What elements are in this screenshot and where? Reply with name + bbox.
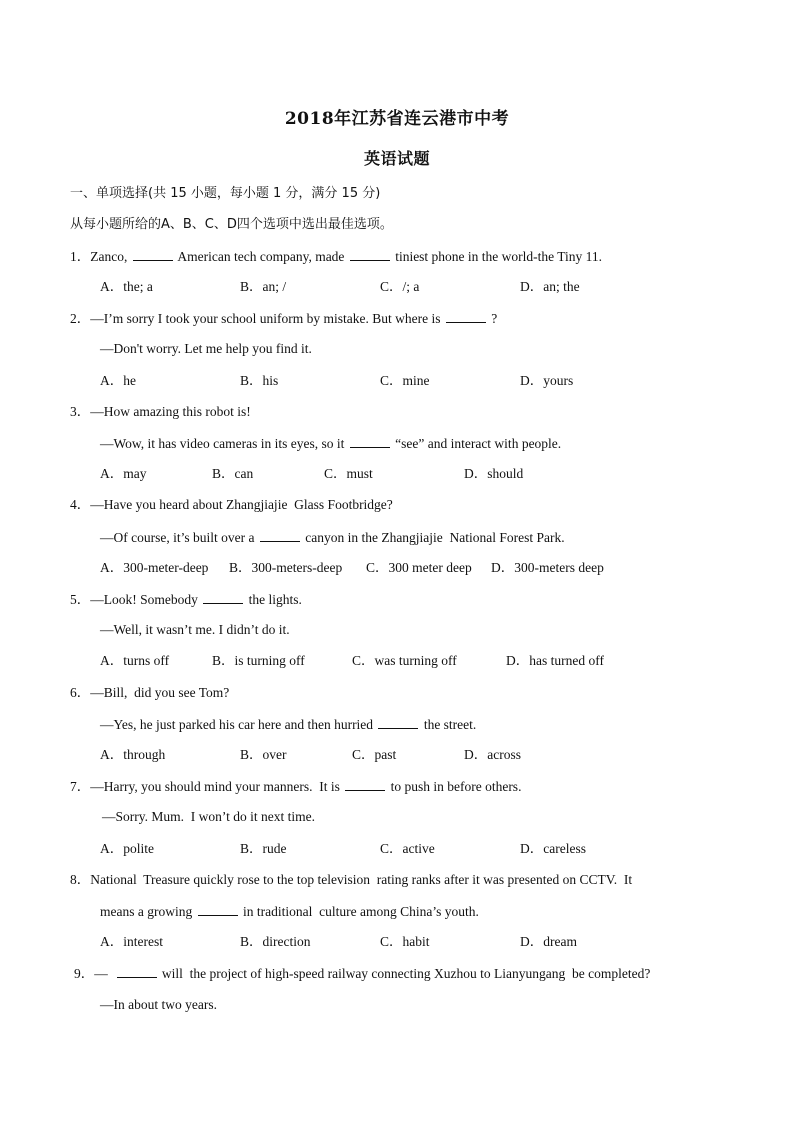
question-reply: —Well, it wasn’t me. I didn’t do it. bbox=[100, 622, 290, 637]
answer-blank bbox=[345, 778, 385, 791]
option-d: D．across bbox=[464, 747, 521, 762]
question-text: in traditional culture among China’s youth. bbox=[242, 904, 479, 919]
option-a: A．polite bbox=[100, 841, 154, 856]
question-number: 5． bbox=[70, 592, 91, 607]
answer-blank bbox=[117, 965, 157, 978]
question-reply: —Don't worry. Let me help you find it. bbox=[100, 341, 312, 356]
reply-text: —Wow, it has video cameras in its eyes, so it bbox=[100, 436, 345, 451]
question-reply: —In about two years. bbox=[100, 997, 217, 1012]
option-c: C．habit bbox=[380, 934, 430, 949]
question-number: 9． bbox=[74, 966, 95, 981]
question-reply: —Sorry. Mum. I won’t do it next time. bbox=[102, 809, 315, 824]
answer-blank bbox=[350, 435, 390, 448]
question-text: American tech company, made bbox=[177, 249, 345, 264]
question-text: to push in before others. bbox=[390, 779, 522, 794]
question-continuation bbox=[100, 903, 479, 920]
option-a: A．the; a bbox=[100, 279, 153, 294]
question-number: 2． bbox=[70, 311, 91, 326]
option-a: A．he bbox=[100, 373, 136, 388]
question-8 bbox=[70, 872, 632, 888]
option-c: C．mine bbox=[380, 373, 430, 388]
option-b: B．is turning off bbox=[212, 653, 305, 668]
question-text: — bbox=[94, 966, 108, 981]
question-text: —Look! Somebody bbox=[90, 592, 198, 607]
section-instruction: 从每小题所给的A、B、C、D四个选项中选出最佳选项。 bbox=[70, 217, 393, 232]
question-6 bbox=[70, 685, 229, 701]
question-text: Zanco, bbox=[90, 249, 128, 264]
question-number: 3． bbox=[70, 404, 91, 419]
section-heading: 一、单项选择(共 15 小题，每小题 1 分，满分 15 分) bbox=[70, 186, 381, 201]
question-number: 4． bbox=[70, 497, 91, 512]
option-b: B．his bbox=[240, 373, 279, 388]
question-reply bbox=[100, 716, 476, 733]
answer-blank bbox=[133, 248, 173, 261]
option-d: D．yours bbox=[520, 373, 574, 388]
answer-blank bbox=[446, 310, 486, 323]
option-a: A．interest bbox=[100, 934, 163, 949]
option-c: C．active bbox=[380, 841, 435, 856]
option-c: C．past bbox=[352, 747, 397, 762]
question-2 bbox=[70, 310, 497, 327]
reply-text: —Yes, he just parked his car here and then hurried bbox=[100, 717, 374, 732]
answer-blank bbox=[203, 591, 243, 604]
option-b: B．rude bbox=[240, 841, 287, 856]
question-reply bbox=[100, 435, 561, 452]
option-a: A．may bbox=[100, 466, 147, 481]
reply-text: the street. bbox=[423, 717, 477, 732]
option-d: D．an; the bbox=[520, 279, 580, 294]
question-reply bbox=[100, 529, 565, 546]
option-a: A．300-meter-deep bbox=[100, 560, 209, 575]
page-title: 2018年江苏省连云港市中考 bbox=[284, 109, 510, 129]
question-text: National Treasure quickly rose to the top television rating ranks after it was presented on CCTV. It bbox=[90, 872, 633, 887]
option-c: C．must bbox=[324, 466, 373, 481]
option-c: C．/; a bbox=[380, 279, 420, 294]
answer-blank bbox=[198, 903, 238, 916]
answer-blank bbox=[378, 716, 418, 729]
question-text: —Have you heard about Zhangjiajie Glass Footbridge? bbox=[90, 497, 393, 512]
question-number: 6． bbox=[70, 685, 91, 700]
option-b: B．can bbox=[212, 466, 254, 481]
question-number: 7． bbox=[70, 779, 91, 794]
option-c: C．was turning off bbox=[352, 653, 457, 668]
option-b: B．an; / bbox=[240, 279, 287, 294]
question-text: —I’m sorry I took your school uniform by mistake. But where is bbox=[90, 311, 441, 326]
option-d: D．has turned off bbox=[506, 653, 604, 668]
option-a: A．through bbox=[100, 747, 166, 762]
reply-text: canyon in the Zhangjiajie National Forest Park. bbox=[305, 530, 565, 545]
question-3 bbox=[70, 404, 251, 420]
question-7 bbox=[70, 778, 521, 795]
reply-text: “see” and interact with people. bbox=[395, 436, 562, 451]
option-b: B．direction bbox=[240, 934, 311, 949]
option-d: D．should bbox=[464, 466, 524, 481]
question-text: the lights. bbox=[248, 592, 302, 607]
answer-blank bbox=[260, 529, 300, 542]
question-text: will the project of high-speed railway connecting Xuzhou to Lianyungang be completed? bbox=[161, 966, 651, 981]
question-number: 1． bbox=[70, 249, 91, 264]
reply-text: —Of course, it’s built over a bbox=[100, 530, 255, 545]
question-text: means a growing bbox=[100, 904, 193, 919]
question-text: —Harry, you should mind your manners. It is bbox=[90, 779, 340, 794]
question-5 bbox=[70, 591, 302, 608]
question-text: tiniest phone in the world-the Tiny 11. bbox=[395, 249, 603, 264]
option-a: A．turns off bbox=[100, 653, 170, 668]
option-d: D．300-meters deep bbox=[491, 560, 604, 575]
question-9 bbox=[74, 965, 650, 982]
question-4 bbox=[70, 497, 393, 513]
question-text: —How amazing this robot is! bbox=[90, 404, 251, 419]
option-d: D．careless bbox=[520, 841, 586, 856]
option-b: B．300-meters-deep bbox=[229, 560, 343, 575]
option-d: D．dream bbox=[520, 934, 577, 949]
question-text: ? bbox=[491, 311, 498, 326]
answer-blank bbox=[350, 248, 390, 261]
option-c: C．300 meter deep bbox=[366, 560, 472, 575]
question-text: —Bill, did you see Tom? bbox=[90, 685, 230, 700]
option-b: B．over bbox=[240, 747, 287, 762]
page-subtitle: 英语试题 bbox=[363, 149, 430, 168]
question-1 bbox=[70, 248, 602, 265]
question-number: 8． bbox=[70, 872, 91, 887]
